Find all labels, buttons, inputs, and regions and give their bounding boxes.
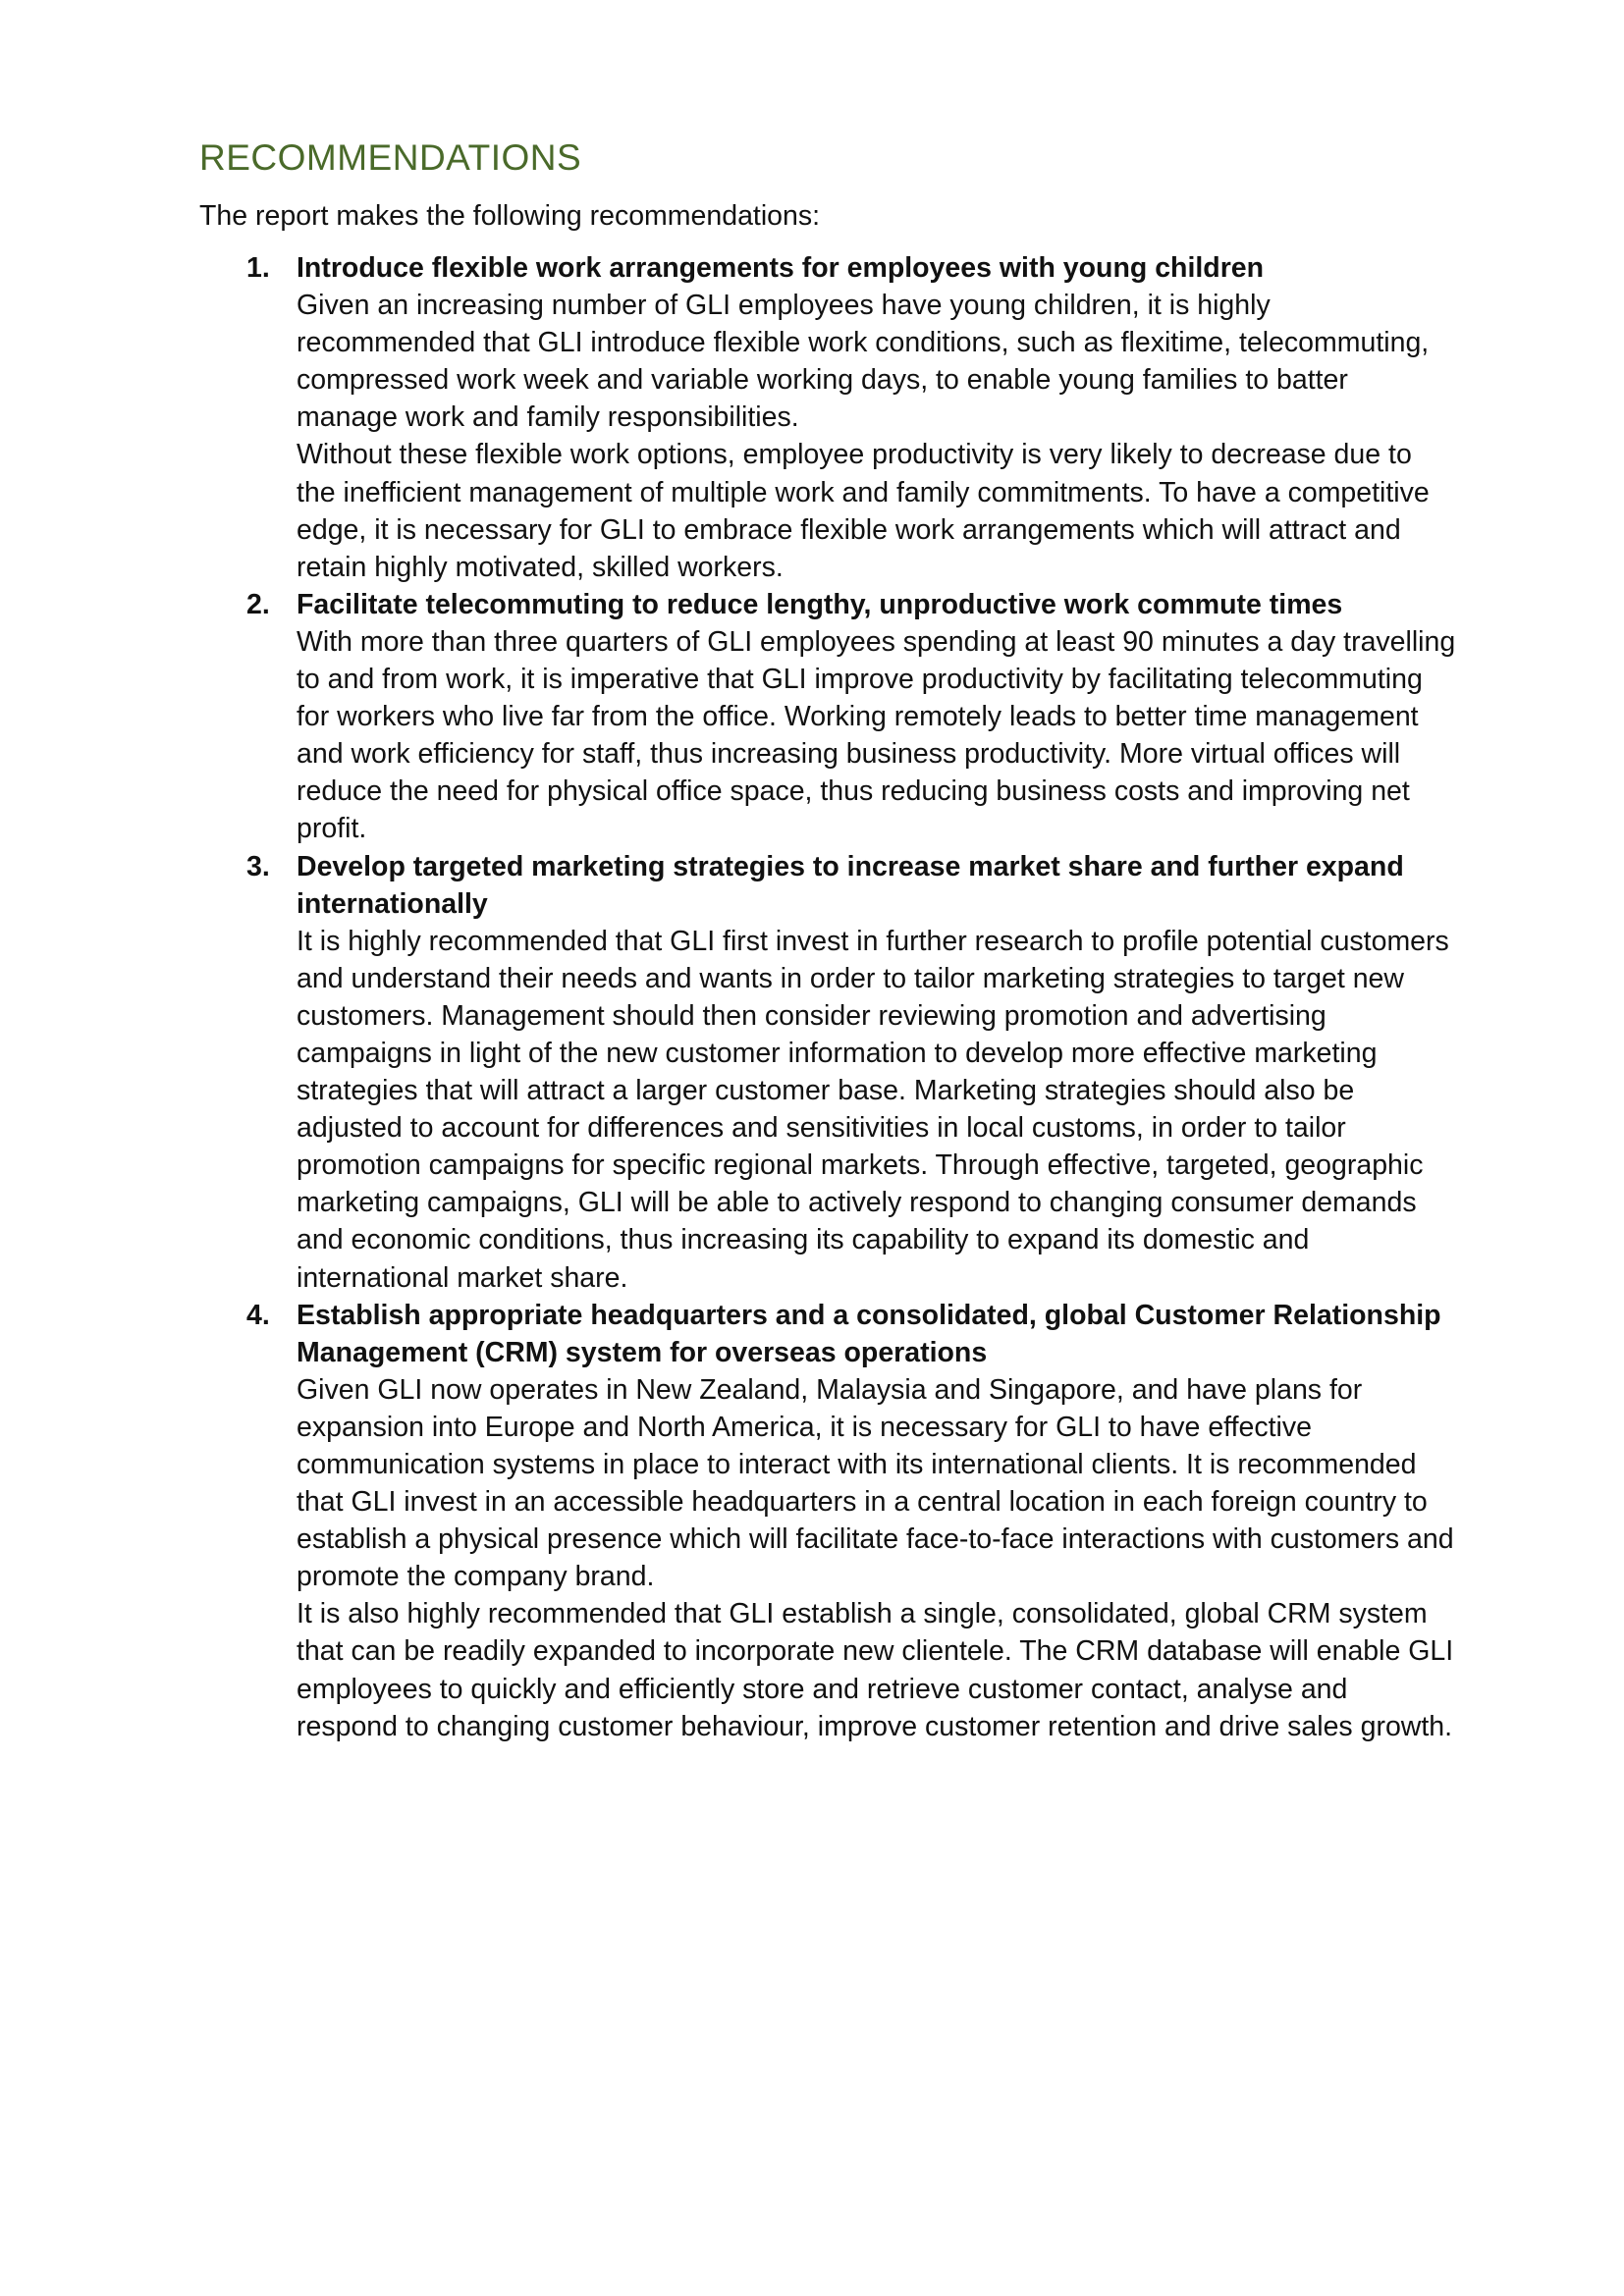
recommendation-paragraph: It is also highly recommended that GLI establish a single, consolidated, global CRM system that can be readily expanded to incorporate new clientele. The CRM database will enable GLI employees to quickly and efficiently store and retrieve customer contact, analyse and respond to changing customer behaviour, improve customer retention and drive sales growth. (297, 1598, 1454, 1742)
section-heading: RECOMMENDATIONS (199, 137, 582, 178)
recommendation-number: 2. (246, 588, 270, 620)
intro-text: The report makes the following recommendations: (199, 200, 821, 232)
recommendation-paragraph: It is highly recommended that GLI first invest in further research to profile potential customers and understand their needs and wants in order to tailor marketing strategies to target new customers. Management should then consider reviewing promotion and advertising campaigns in light of the new customer information to develop more effective marketing strategies that will attract a larger customer base. Marketing strategies should also be adjusted to account for differences and sensitivities in local customs, in order to tailor promotion campaigns for specific regional markets. Through effective, targeted, geographic marketing campaigns, GLI will be able to actively respond to changing consumer demands and economic conditions, thus increasing its capability to expand its domestic and international market share. (297, 925, 1449, 1294)
recommendation-title: Introduce flexible work arrangements for employees with young children (297, 252, 1265, 284)
recommendation-number: 3. (246, 850, 270, 882)
recommendation-number: 1. (246, 252, 270, 284)
recommendation-paragraph: Given an increasing number of GLI employees have young children, it is highly recommended that GLI introduce flexible work conditions, such as flexitime, telecommuting, compressed work week and variable working days, to enable young families to batter manage work and family responsibilities. (297, 290, 1430, 434)
recommendation-paragraph: Without these flexible work options, employee productivity is very likely to decrease due to the inefficient management of multiple work and family commitments. To have a competitive edge, it is necessary for GLI to embrace flexible work arrangements which will attract and retain highly motivated, skilled workers. (297, 439, 1430, 583)
recommendations-list (199, 249, 1456, 1745)
recommendation-paragraph: With more than three quarters of GLI employees spending at least 90 minutes a day travelling to and from work, it is imperative that GLI improve productivity by facilitating telecommuting for workers who live far from the office. Working remotely leads to better time management and work efficiency for staff, thus increasing business productivity. More virtual offices will reduce the need for physical office space, thus reducing business costs and improving net profit. (297, 625, 1456, 845)
recommendation-item (199, 1297, 1456, 1745)
recommendation-number: 4. (246, 1299, 270, 1331)
recommendation-paragraph: Given GLI now operates in New Zealand, Malaysia and Singapore, and have plans for expansion into Europe and North America, it is necessary for GLI to have effective communication systems in place to interact with its international clients. It is recommended that GLI invest in an accessible headquarters in a central location in each foreign country to establish a physical presence which will facilitate face-to-face interactions with customers and promote the company brand. (297, 1373, 1454, 1593)
recommendation-item (199, 249, 1456, 586)
recommendation-item (199, 586, 1456, 848)
recommendation-item (199, 848, 1456, 1297)
recommendation-title: Establish appropriate headquarters and a consolidated, global Customer Relationship Management (CRM) system for overseas operations (297, 1299, 1441, 1368)
document-page (199, 133, 1456, 1745)
recommendation-title: Develop targeted marketing strategies to increase market share and further expand internationally (297, 850, 1404, 920)
recommendation-title: Facilitate telecommuting to reduce lengthy, unproductive work commute times (297, 588, 1343, 620)
